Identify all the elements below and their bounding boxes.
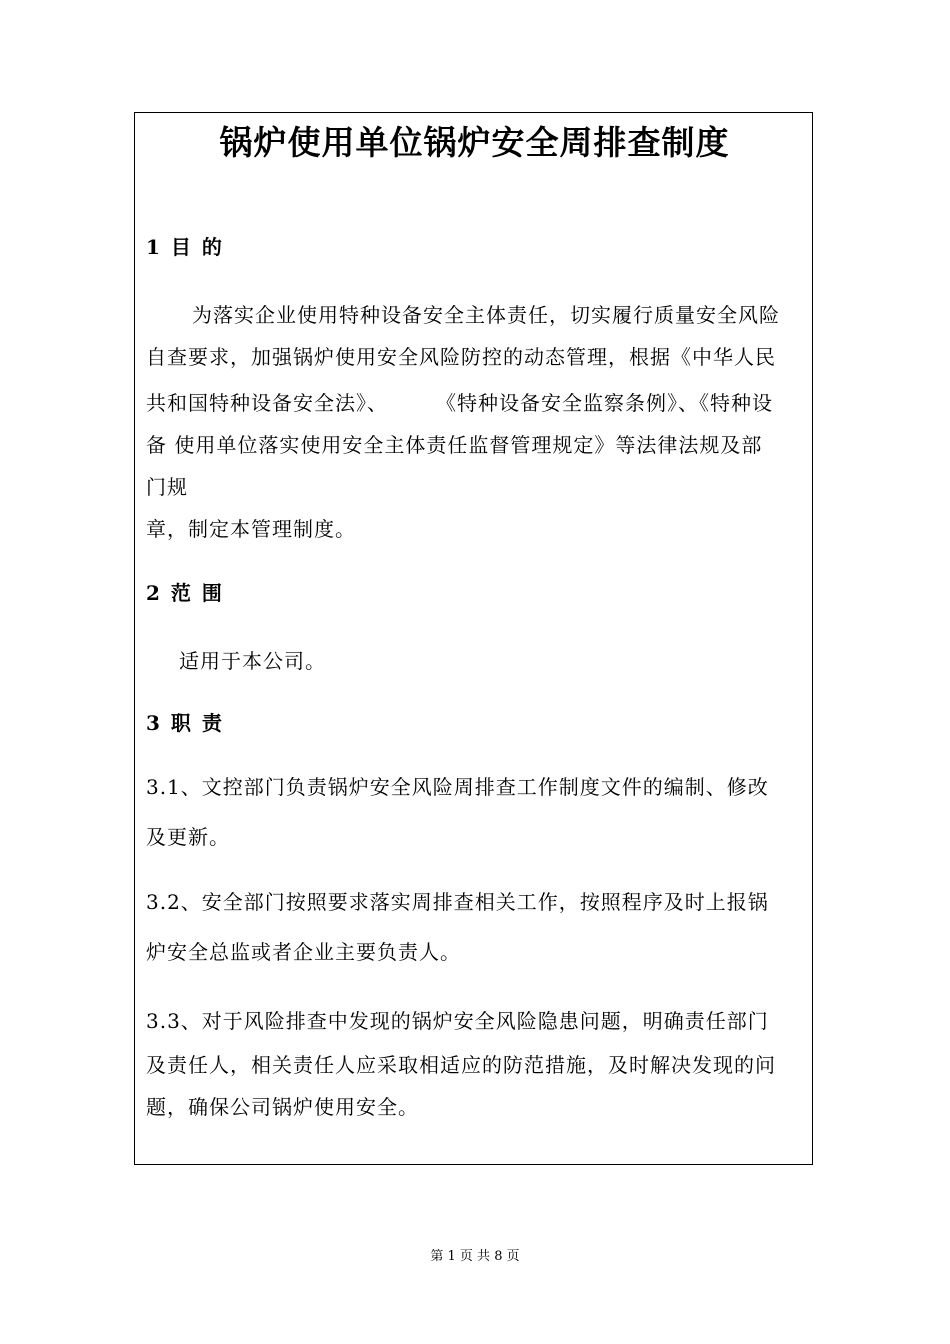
duty-item-3-line-2: 及责任人，相关责任人应采取相适应的防范措施，及时解决发现的问 <box>146 1053 776 1077</box>
duty-item-3-line-1: 3.3、对于风险排查中发现的锅炉安全风险隐患问题，明确责任部门 <box>146 1009 769 1033</box>
duty-item-3-line-3: 题，确保公司锅炉使用安全。 <box>146 1095 419 1119</box>
purpose-line-1: 为落实企业使用特种设备安全主体责任，切实履行质量安全风险 <box>192 303 780 327</box>
purpose-line-3a: 共和国特种设备安全法》、 <box>146 391 388 415</box>
duty-item-1-line-1: 3.1、文控部门负责锅炉安全风险周排查工作制度文件的编制、修改 <box>146 775 769 799</box>
section-heading-duty: 3 职 责 <box>146 711 224 735</box>
section-heading-scope: 2 范 围 <box>146 581 224 605</box>
duty-item-1-line-2: 及更新。 <box>146 825 230 849</box>
scope-text: 适用于本公司。 <box>179 649 326 673</box>
purpose-line-6: 章，制定本管理制度。 <box>146 517 356 541</box>
page-title: 锅炉使用单位锅炉安全周排查制度 <box>219 123 730 162</box>
purpose-line-2: 自查要求，加强锅炉使用安全风险防控的动态管理，根据《中华人民 <box>146 345 776 369</box>
purpose-line-3b: 《特种设备安全监察条例》、《特种设 <box>436 391 773 415</box>
purpose-line-5: 门规 <box>146 475 188 499</box>
duty-item-2-line-1: 3.2、安全部门按照要求落实周排查相关工作，按照程序及时上报锅 <box>146 890 769 914</box>
duty-item-2-line-2: 炉安全总监或者企业主要负责人。 <box>146 940 461 964</box>
document-frame <box>134 112 813 1165</box>
section-heading-purpose: 1 目 的 <box>146 235 224 259</box>
page-footer: 第 1 页 共 8 页 <box>430 1249 520 1264</box>
purpose-line-4: 备 使用单位落实使用安全主体责任监督管理规定》等法律法规及部 <box>146 433 763 457</box>
